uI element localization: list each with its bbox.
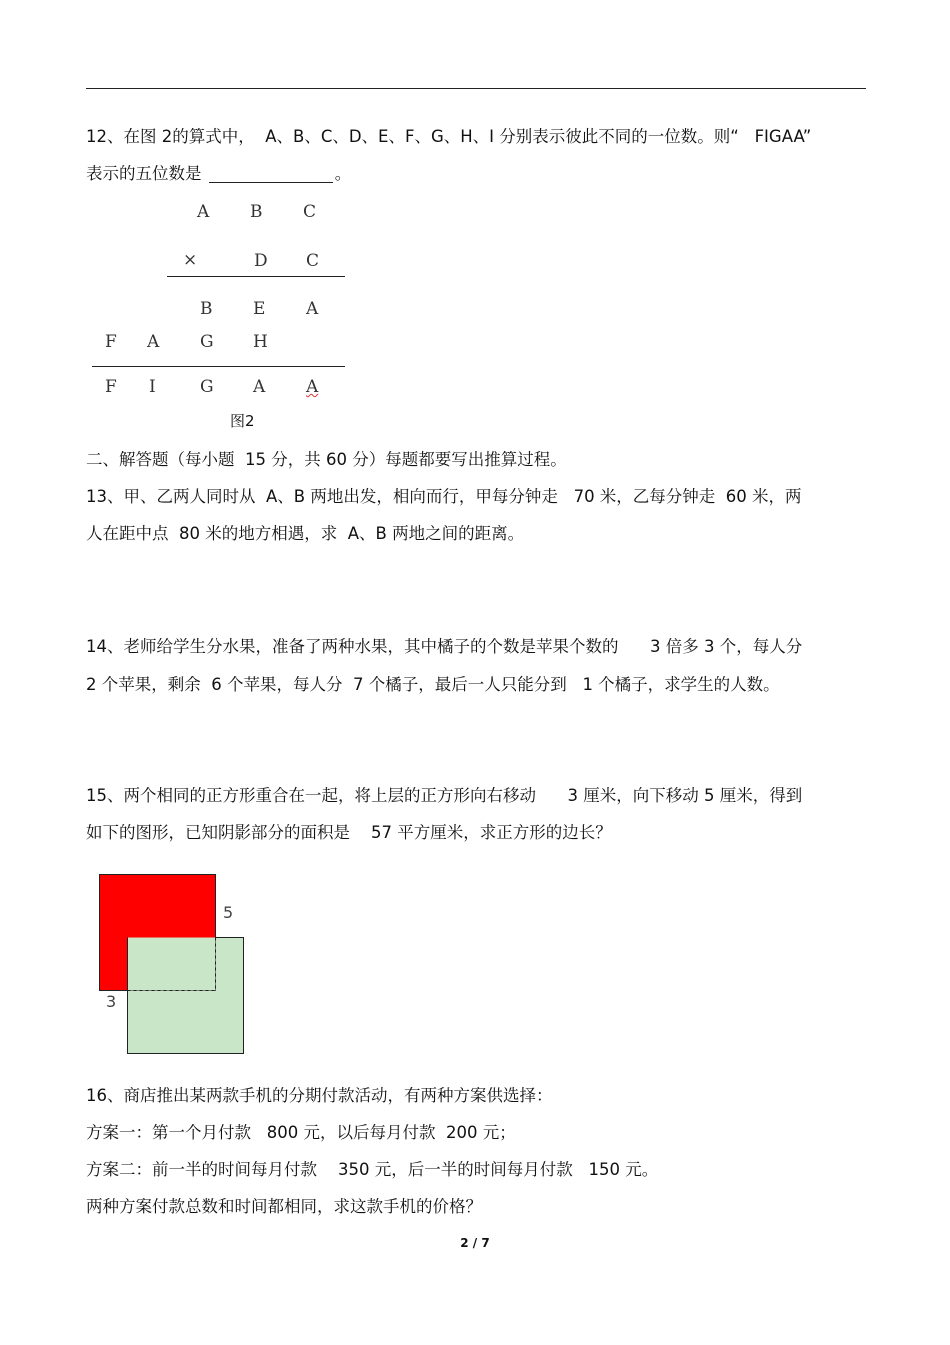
calc-r3-b: B bbox=[200, 299, 213, 319]
calc-r4-f: F bbox=[105, 332, 117, 352]
calc-r5-g: G bbox=[200, 377, 214, 397]
q14-line1: 14、老师给学生分水果，准备了两种水果，其中橘子的个数是苹果个数的 3 倍多 3 个，每人分 bbox=[86, 637, 803, 656]
q16-line3: 方案二：前一半的时间每月付款 350 元，后一半的时间每月付款 150 元。 bbox=[86, 1160, 659, 1179]
calc-r2-c: C bbox=[306, 251, 320, 271]
q16-line4: 两种方案付款总数和时间都相同，求这款手机的价格？ bbox=[86, 1197, 482, 1216]
calc-times-sign: × bbox=[183, 250, 198, 270]
calc-r1-a: A bbox=[197, 202, 210, 222]
q15-line1: 15、两个相同的正方形重合在一起，将上层的正方形向右移动 3 厘米，向下移动 5 厘米，得到 bbox=[86, 786, 803, 805]
calc-r3-a: A bbox=[306, 299, 319, 319]
calc-r5-a2: A bbox=[306, 377, 319, 397]
q12-line1: 12、在图 2的算式中， A、B、C、D、E、F、G、H、I 分别表示彼此不同的一位数。则“ FIGAA” bbox=[86, 127, 812, 146]
label-5: 5 bbox=[223, 903, 234, 922]
q14-line2: 2 个苹果，剩余 6 个苹果，每人分 7 个橘子，最后一人只能分到 1 个橘子，求学生的人数。 bbox=[86, 675, 780, 694]
label-3: 3 bbox=[106, 992, 117, 1011]
calc-r1-c: C bbox=[303, 202, 317, 222]
calc-r5-a1: A bbox=[253, 377, 266, 397]
calc-r1-b: B bbox=[250, 202, 263, 222]
calc-r4-a: A bbox=[147, 332, 160, 352]
calc-r4-g: G bbox=[200, 332, 214, 352]
calc-r2-d: D bbox=[254, 251, 268, 271]
squares-svg bbox=[90, 865, 290, 1065]
answer-blank bbox=[209, 167, 333, 183]
q15-line2: 如下的图形，已知阴影部分的面积是 57 平方厘米，求正方形的边长？ bbox=[86, 823, 612, 842]
header-rule bbox=[86, 88, 866, 89]
figure-caption: 图2 bbox=[230, 412, 255, 430]
q13-line2: 人在距中点 80 米的地方相遇，求 A、B 两地之间的距离。 bbox=[86, 524, 525, 543]
page-number: 2 / 7 bbox=[460, 1236, 490, 1250]
q13-line1: 13、甲、乙两人同时从 A、B 两地出发，相向而行，甲每分钟走 70 米，乙每分钟走 60 米，两 bbox=[86, 487, 802, 506]
section-heading: 二、解答题（每小题 15 分，共 60 分）每题都要写出推算过程。 bbox=[86, 450, 567, 469]
overlap-region bbox=[128, 938, 216, 991]
calc-rule-1 bbox=[167, 276, 345, 277]
calc-r5-i: I bbox=[149, 377, 156, 397]
q16-line2: 方案一：第一个月付款 800 元，以后每月付款 200 元； bbox=[86, 1123, 516, 1142]
q12-line2-prefix: 表示的五位数是 bbox=[86, 164, 207, 183]
q16-line1: 16、商店推出某两款手机的分期付款活动，有两种方案供选择： bbox=[86, 1086, 553, 1105]
calc-r4-h: H bbox=[253, 332, 268, 352]
calc-r5-f: F bbox=[105, 377, 117, 397]
calc-r3-e: E bbox=[253, 299, 266, 319]
q12-line2-suffix: 。 bbox=[334, 164, 352, 183]
q12-line2 bbox=[86, 163, 351, 185]
calc-rule-2 bbox=[92, 366, 345, 367]
